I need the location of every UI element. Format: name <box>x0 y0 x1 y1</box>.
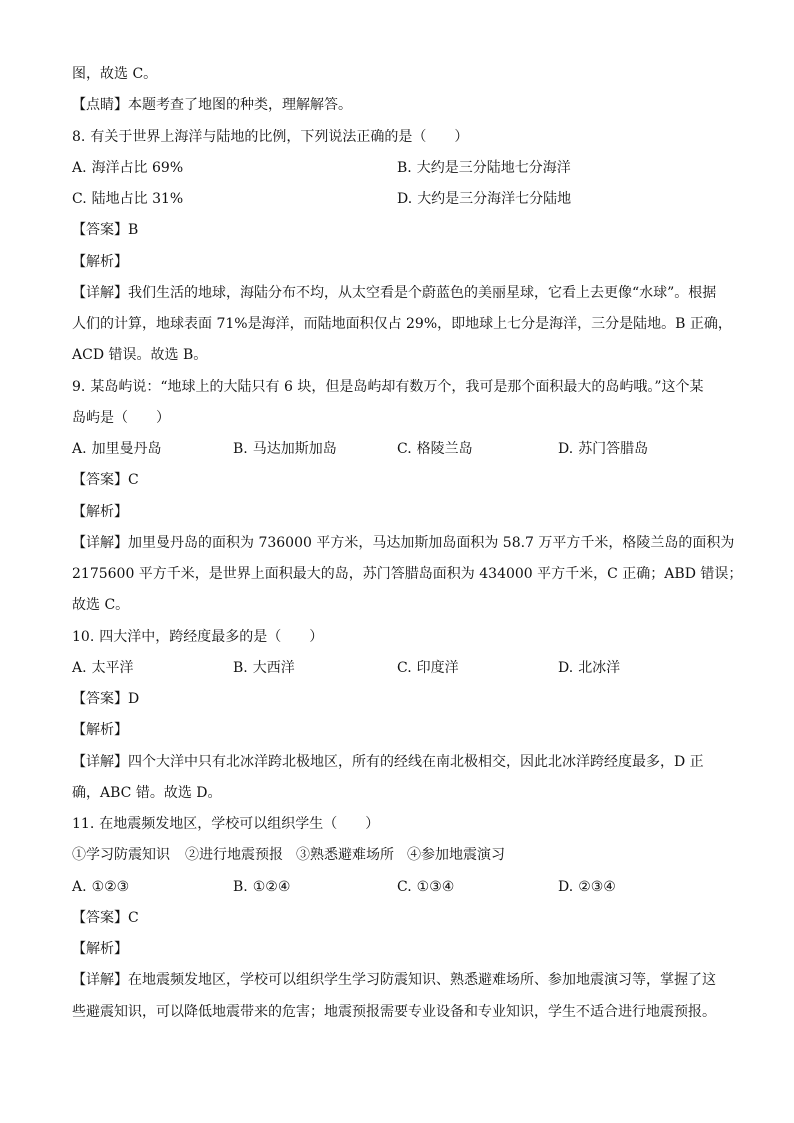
comment-text: 本题考查了地图的种类，理解解答。 <box>128 97 352 114</box>
option-text: 格陵兰岛 <box>416 441 473 457</box>
detail-label: 【详解】 <box>72 972 128 989</box>
detail-label: 【详解】 <box>72 753 128 770</box>
option-c <box>397 872 454 903</box>
option-text: 陆地占比 31% <box>91 191 184 207</box>
option-c <box>397 653 459 684</box>
option-a <box>72 434 162 465</box>
question-10-detail-line <box>72 747 722 778</box>
statement-3: ③熟悉避难场所 <box>296 847 394 864</box>
answer-label: 【答案】 <box>72 691 128 707</box>
question-10-detail-line: 确，ABC 错。故选 D。 <box>72 784 222 801</box>
question-11-options <box>72 872 722 903</box>
question-8-stem <box>72 122 722 153</box>
option-d <box>558 872 616 903</box>
option-text: ①②③ <box>91 878 130 895</box>
question-11-statements <box>72 840 722 871</box>
answer-value: C <box>128 909 139 926</box>
option-text: 大约是三分海洋七分陆地 <box>417 191 572 207</box>
question-number: 9. <box>72 378 86 395</box>
option-label: C. <box>397 878 412 895</box>
option-text: 大约是三分陆地七分海洋 <box>416 159 571 176</box>
option-d <box>397 184 571 215</box>
option-c <box>397 434 473 465</box>
option-text: ①③④ <box>416 878 455 895</box>
option-text: 北冰洋 <box>578 659 621 676</box>
question-11-stem <box>72 809 722 840</box>
option-d <box>558 653 620 684</box>
option-c <box>72 184 183 215</box>
option-label: C. <box>72 191 87 207</box>
question-10-options <box>72 653 722 684</box>
detail-text: 我们生活的地球，海陆分布不均，从太空看是个蔚蓝色的美丽星球，它看上去更像“水球”。根据 <box>128 284 717 301</box>
option-text: 大西洋 <box>252 659 295 676</box>
statement-2: ②进行地震预报 <box>185 847 283 864</box>
option-text: 海洋占比 69% <box>91 159 184 176</box>
question-9-stem <box>72 372 722 403</box>
question-8-detail-line <box>72 278 722 309</box>
option-label: D. <box>558 878 574 895</box>
option-text: ②③④ <box>578 878 616 895</box>
option-b <box>233 872 290 903</box>
option-text: 太平洋 <box>91 659 134 676</box>
question-9-detail-line: 2175600 平方千米，是世界上面积最大的岛，苏门答腊岛面积为 434000 平方千米，C 正确；ABD 错误； <box>72 566 743 582</box>
option-d <box>558 434 648 465</box>
option-label: A. <box>72 878 87 895</box>
option-label: A. <box>72 441 87 457</box>
answer-value: C <box>128 472 139 489</box>
detail-text: 四个大洋中只有北冰洋跨北极地区，所有的经线在南北极相交，因此北冰洋跨经度最多，D 正 <box>128 753 704 770</box>
stem-text: 四大洋中，跨经度最多的是（ ） <box>99 628 324 645</box>
answer-label: 【答案】 <box>72 909 128 926</box>
question-8-detail-line: 人们的计算，地球表面 71%是海洋，而陆地面积仅占 29%，即地球上七分是海洋，三分是陆地。B 正确， <box>72 316 732 332</box>
option-label: D. <box>397 191 413 207</box>
option-a <box>72 653 134 684</box>
question-10-stem <box>72 622 722 653</box>
carryover-line: 图，故选 C。 <box>72 66 158 82</box>
option-label: B. <box>233 659 248 676</box>
question-9-answer <box>72 465 722 496</box>
option-label: B. <box>397 159 412 176</box>
option-label: A. <box>72 659 87 676</box>
question-number: 10. <box>72 628 95 645</box>
question-8-answer <box>72 215 722 246</box>
option-label: C. <box>397 659 412 676</box>
prev-comment <box>72 90 722 121</box>
question-9-detail-line: 故选 C。 <box>72 597 130 614</box>
question-8-detail-line: ACD 错误。故选 B。 <box>72 347 208 364</box>
answer-value: D <box>128 691 140 707</box>
question-8-options-row-1 <box>72 153 722 184</box>
detail-text: 加里曼丹岛的面积为 736000 平方米，马达加斯加岛面积为 58.7 万平方千米，格陵兰岛的面积为 <box>128 534 735 551</box>
question-11-answer <box>72 903 722 934</box>
detail-label: 【详解】 <box>72 534 128 551</box>
option-label: A. <box>72 159 87 176</box>
answer-label: 【答案】 <box>72 472 128 489</box>
question-9-analysis-label: 【解析】 <box>72 503 128 520</box>
question-10-answer <box>72 684 722 715</box>
question-9-stem-continued: 岛屿是（ ） <box>72 409 170 426</box>
option-b <box>397 153 571 184</box>
option-text: 马达加斯加岛 <box>252 441 337 457</box>
option-text: 苏门答腊岛 <box>578 441 649 457</box>
statement-1: ①学习防震知识 <box>72 847 170 864</box>
question-8-analysis-label: 【解析】 <box>72 253 128 270</box>
option-a <box>72 153 183 184</box>
option-b <box>233 434 337 465</box>
answer-label: 【答案】 <box>72 222 128 239</box>
question-11-detail-line <box>72 965 722 996</box>
statement-4: ④参加地震演习 <box>407 847 505 864</box>
option-label: B. <box>233 878 248 895</box>
question-9-detail-line <box>72 528 735 559</box>
option-text: 印度洋 <box>416 659 459 676</box>
detail-text: 在地震频发地区，学校可以组织学生学习防震知识、熟悉避难场所、参加地震演习等，掌握了这 <box>128 972 716 989</box>
question-11-detail-line: 些避震知识，可以降低地震带来的危害；地震预报需要专业设备和专业知识，学生不适合进行地震预报。 <box>72 1003 716 1020</box>
option-label: D. <box>558 441 574 457</box>
question-8-options-row-2 <box>72 184 722 215</box>
question-9-options <box>72 434 722 465</box>
option-b <box>233 653 295 684</box>
stem-text: 有关于世界上海洋与陆地的比例，下列说法正确的是（ ） <box>90 128 469 145</box>
detail-label: 【详解】 <box>72 284 128 301</box>
answer-value: B <box>128 222 139 239</box>
option-text: 加里曼丹岛 <box>91 441 162 457</box>
question-11-analysis-label: 【解析】 <box>72 941 128 957</box>
comment-label: 【点睛】 <box>72 97 128 114</box>
question-10-analysis-label: 【解析】 <box>72 722 128 739</box>
option-text: ①②④ <box>252 878 291 895</box>
option-a <box>72 872 129 903</box>
option-label: D. <box>558 659 574 676</box>
stem-text: 某岛屿说：“地球上的大陆只有 6 块，但是岛屿却有数万个，我可是那个面积最大的岛屿哦。”这个某 <box>90 378 704 395</box>
stem-text: 在地震频发地区，学校可以组织学生（ ） <box>99 816 380 832</box>
question-number: 8. <box>72 128 86 145</box>
question-number: 11. <box>72 816 95 832</box>
option-label: B. <box>233 441 248 457</box>
option-label: C. <box>397 441 412 457</box>
